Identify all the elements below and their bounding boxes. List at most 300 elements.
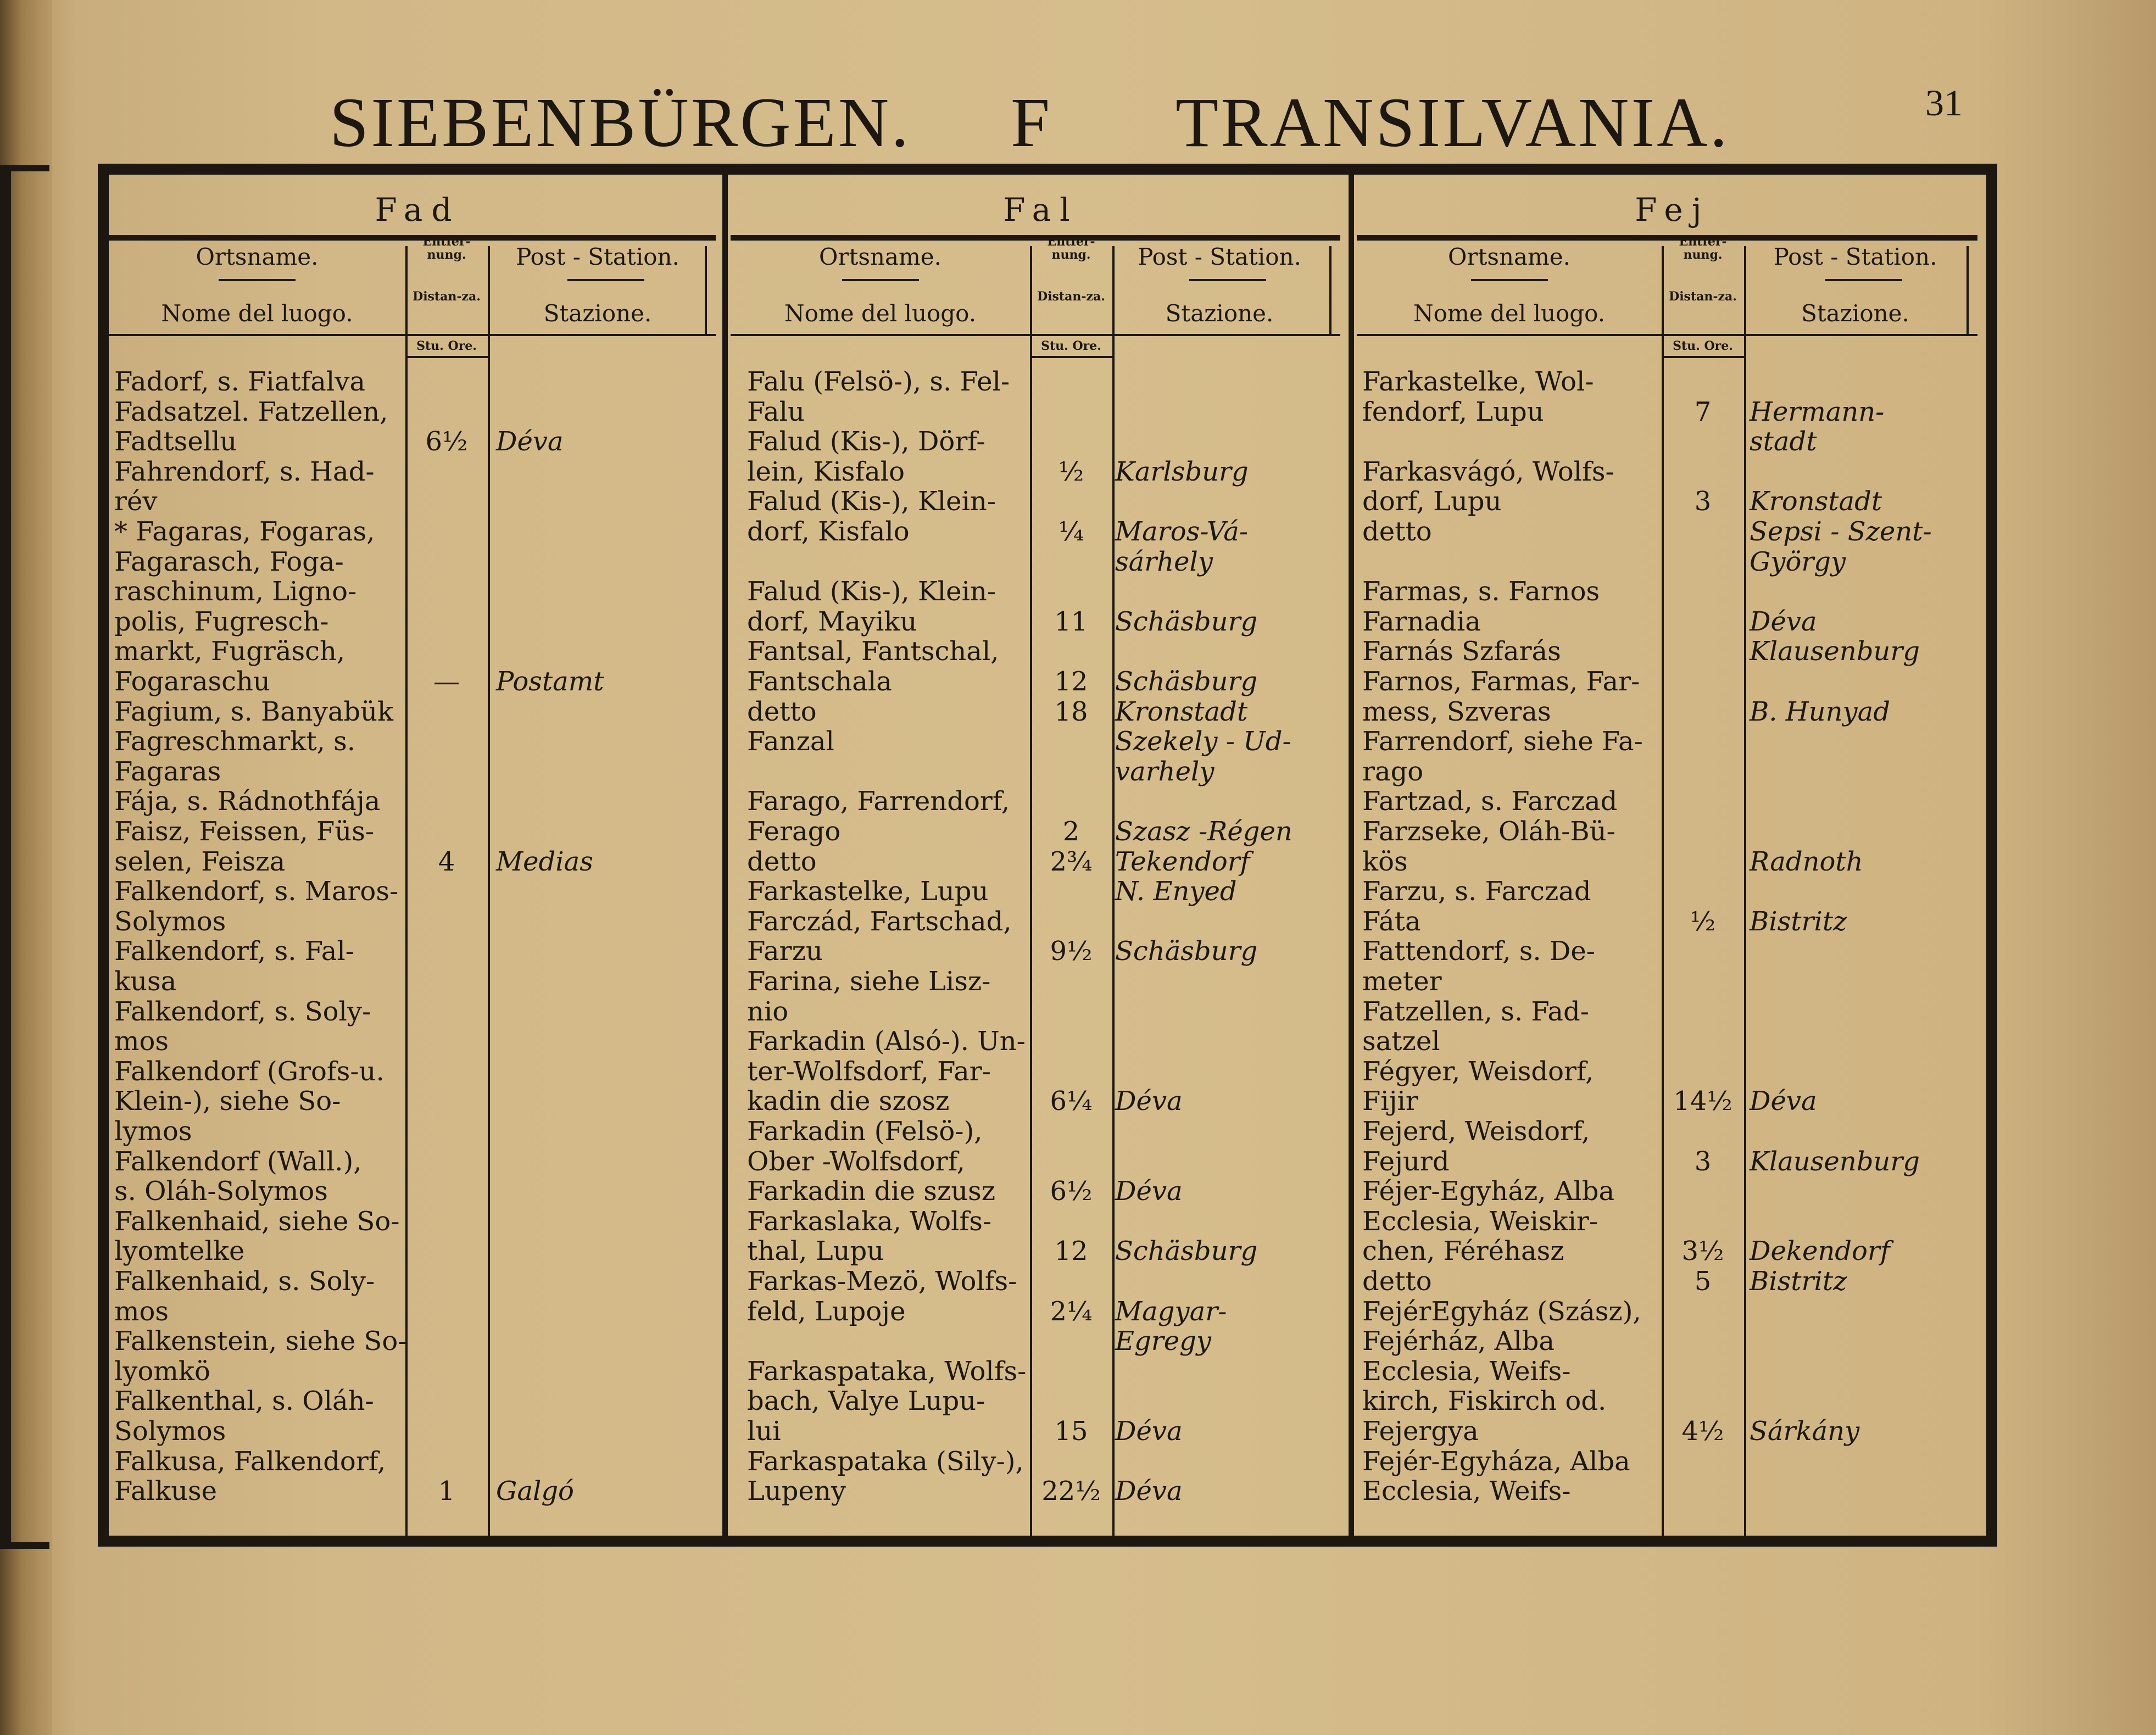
post-station: Kronstadt [1115, 696, 1248, 727]
units-rule [1030, 356, 1112, 358]
units-rule [1662, 356, 1744, 358]
table-row [109, 907, 727, 936]
distance-value: 12 [1054, 666, 1088, 697]
table-row [109, 967, 727, 996]
table-row [109, 757, 727, 786]
distance-value: 3½ [1681, 1236, 1724, 1267]
table-row [731, 1267, 1351, 1296]
header-stazione: Stazione. [543, 300, 652, 327]
table-row [1357, 577, 1988, 606]
header-dash [567, 279, 644, 281]
place-name: Fejurd [1362, 1146, 1450, 1177]
table-row [731, 1386, 1351, 1416]
distance-value: ½ [1690, 906, 1716, 937]
header-stazione: Stazione. [1801, 300, 1909, 327]
table-row [1357, 427, 1988, 456]
table-row [109, 847, 727, 877]
post-station: Dekendorf [1750, 1236, 1890, 1267]
table-row [109, 1297, 727, 1326]
post-station: Déva [1115, 1416, 1183, 1447]
place-name: mos [114, 1296, 169, 1327]
place-name: lyomkö [114, 1355, 210, 1387]
post-station: Déva [1115, 1086, 1183, 1117]
place-name: kirch, Fiskirch od. [1362, 1386, 1607, 1417]
table-row [1357, 1267, 1988, 1296]
table-row [1357, 487, 1988, 516]
table-row [731, 697, 1351, 727]
header-entfernung: Entfer-nung. [1679, 235, 1727, 262]
table-row [1357, 607, 1988, 637]
table-row [109, 1447, 727, 1476]
place-name: Fantsal, Fantschal, [747, 636, 999, 667]
place-name: ter-Wolfsdorf, Far- [747, 1056, 991, 1087]
table-row [1357, 1086, 1988, 1116]
distance-value: 14½ [1673, 1086, 1732, 1117]
post-station: Szasz -Régen [1115, 816, 1293, 847]
post-station: stadt [1750, 426, 1817, 458]
place-name: Falkendorf (Wall.), [114, 1146, 362, 1177]
place-name: Fatzellen, s. Fad- [1362, 996, 1589, 1027]
table-row [731, 667, 1351, 696]
table-row [1357, 877, 1988, 906]
header-post-station: Post - Station. [516, 243, 679, 270]
post-station: Déva [1750, 606, 1817, 637]
place-name: FejérEgyház (Szász), [1362, 1296, 1641, 1327]
place-name: Fattendorf, s. De- [1362, 936, 1595, 967]
place-name: Farkadin (Felsö-), [747, 1116, 983, 1147]
place-name: mess, Szveras [1362, 696, 1551, 727]
table-row [1357, 817, 1988, 846]
table-row [1357, 967, 1988, 996]
place-name: meter [1362, 966, 1442, 997]
place-name: Klein-), siehe So- [114, 1086, 341, 1117]
place-name: Farkasvágó, Wolfs- [1362, 456, 1614, 487]
post-station: Bistritz [1750, 1266, 1847, 1297]
header-dash [219, 279, 296, 281]
place-name: Falud (Kis-), Dörf- [747, 426, 985, 458]
table-row [1357, 1057, 1988, 1086]
place-name: Fagarasch, Foga- [114, 546, 344, 577]
distance-value: 2¼ [1050, 1296, 1093, 1327]
place-name: Farzseke, Oláh-Bü- [1362, 816, 1615, 847]
place-name: feld, Lupoje [747, 1296, 906, 1327]
distance-value: 1 [438, 1476, 455, 1507]
place-name: dorf, Kisfalo [747, 516, 910, 547]
table-row [731, 367, 1351, 397]
place-name: Farrendorf, siehe Fa- [1362, 726, 1643, 757]
header-post-station: Post - Station. [1773, 243, 1937, 270]
distance-value: 6½ [425, 426, 468, 458]
place-name: Solymos [114, 906, 226, 937]
post-station: varhely [1115, 756, 1215, 787]
table-row [1357, 637, 1988, 666]
place-name: Falu [747, 396, 805, 427]
distance-value: 7 [1694, 396, 1712, 427]
table-row [731, 517, 1351, 546]
place-name: Fantschala [747, 666, 892, 697]
table-row [1357, 1297, 1988, 1326]
place-name: satzel [1362, 1026, 1440, 1057]
post-station: Déva [1115, 1476, 1183, 1507]
table-row [731, 727, 1351, 756]
table-row [731, 786, 1351, 816]
table-row [1357, 786, 1988, 816]
post-station: Postamt [496, 666, 604, 697]
table-row [109, 397, 727, 427]
place-name: Falud (Kis-), Klein- [747, 486, 996, 517]
place-name: Farkaslaka, Wolfs- [747, 1206, 992, 1237]
place-name: fendorf, Lupu [1362, 396, 1544, 427]
place-name: Farczád, Fartschad, [747, 906, 1012, 937]
distance-value: 11 [1054, 606, 1088, 637]
place-name: Fadsatzel. Fatzellen, [114, 396, 388, 427]
title-italian: TRANSILVANIA. [1176, 83, 1730, 161]
header-units: Stu. Ore. [1041, 339, 1101, 353]
table-row [1357, 907, 1988, 936]
table-row [1357, 1476, 1988, 1506]
table-row [109, 1207, 727, 1236]
place-name: s. Oláh-Solymos [114, 1176, 328, 1207]
post-station: Szekely - Ud- [1115, 726, 1291, 757]
table-row [109, 1027, 727, 1056]
table-row [731, 997, 1351, 1027]
place-name: Falu (Felsö-), s. Fel- [747, 366, 1010, 397]
post-station: B. Hunyad [1750, 696, 1890, 727]
place-name: Farkadin die szusz [747, 1176, 996, 1207]
place-name: Falkendorf (Grofs-u. [114, 1056, 385, 1087]
post-right-divider [705, 246, 707, 334]
place-name: mos [114, 1026, 169, 1057]
place-name: Farmas, s. Farnos [1362, 576, 1600, 607]
table-row [1357, 397, 1988, 427]
post-station: Déva [1750, 1086, 1817, 1117]
place-name: Falkusa, Falkendorf, [114, 1446, 386, 1477]
column-heading: Fad [375, 191, 461, 228]
place-name: Fejerd, Weisdorf, [1362, 1116, 1590, 1147]
distance-value: 5 [1694, 1266, 1712, 1297]
place-name: Ober -Wolfsdorf, [747, 1146, 965, 1177]
table-row [109, 936, 727, 966]
table-row [731, 1236, 1351, 1266]
place-name: lein, Kisfalo [747, 456, 905, 487]
place-name: detto [747, 846, 817, 877]
post-station: Magyar- [1115, 1296, 1227, 1327]
table-row [1357, 1416, 1988, 1446]
post-station: Radnoth [1750, 846, 1863, 877]
table-row [731, 1176, 1351, 1206]
place-name: Farzu, s. Farczad [1362, 876, 1591, 907]
distance-value: ¼ [1058, 516, 1084, 547]
table-row [731, 547, 1351, 577]
table-row [1357, 1236, 1988, 1266]
table-row [109, 457, 727, 487]
table-row [731, 907, 1351, 936]
table-row [109, 637, 727, 666]
post-station: Schäsburg [1115, 936, 1258, 967]
post-station: Galgó [496, 1476, 574, 1507]
post-station: Sárkány [1750, 1416, 1860, 1447]
place-name: thal, Lupu [747, 1236, 884, 1267]
header-nome: Nome del luogo. [161, 300, 353, 327]
distance-value: 6½ [1050, 1176, 1093, 1207]
header-ortsname: Ortsname. [1447, 243, 1571, 270]
place-name: Falkenhaid, s. Soly- [114, 1266, 375, 1297]
table-row [109, 1326, 727, 1356]
title-german: SIEBENBÜRGEN. [330, 83, 911, 161]
place-name: detto [1362, 516, 1432, 547]
place-name: chen, Féréhasz [1362, 1236, 1564, 1267]
table-row [1357, 1447, 1988, 1476]
table-row [1357, 1326, 1988, 1356]
facing-page-rule [0, 165, 11, 1549]
post-station: Déva [1115, 1176, 1183, 1207]
place-name: Farnás Szfarás [1362, 636, 1561, 667]
table-row [731, 967, 1351, 996]
place-name: Fahrendorf, s. Had- [114, 456, 375, 487]
post-station: György [1750, 546, 1846, 577]
table-row [1357, 1386, 1988, 1416]
place-name: Farkastelke, Lupu [747, 876, 989, 907]
place-name: kös [1362, 846, 1408, 877]
table-row [109, 1267, 727, 1296]
table-row [1357, 1147, 1988, 1176]
header-nome: Nome del luogo. [1413, 300, 1606, 327]
table-row [731, 427, 1351, 456]
table-row [1357, 457, 1988, 487]
post-station: Schäsburg [1115, 1236, 1258, 1267]
post-station: Déva [496, 426, 564, 458]
header-dash [1471, 279, 1548, 281]
place-name: Fagaras [114, 756, 221, 787]
facing-page-rule [0, 165, 49, 171]
distance-value: 12 [1054, 1236, 1088, 1267]
place-name: Falkuse [114, 1476, 218, 1507]
header-post-station: Post - Station. [1138, 243, 1301, 270]
post-right-divider [1966, 246, 1969, 334]
table-row [1357, 1117, 1988, 1146]
place-name: bach, Valye Lupu- [747, 1386, 985, 1417]
page-title [330, 82, 1813, 170]
table-row [731, 577, 1351, 606]
table-row [731, 1057, 1351, 1086]
post-station: Medias [496, 846, 593, 877]
table-row [109, 697, 727, 727]
place-name: Fagium, s. Banyabük [114, 696, 394, 727]
place-name: Falkendorf, s. Fal- [114, 936, 354, 967]
distance-value: 22½ [1041, 1476, 1101, 1507]
post-right-divider [1329, 246, 1332, 334]
table-column [109, 175, 727, 1537]
post-station: Karlsburg [1115, 456, 1249, 487]
header-dash [842, 279, 919, 281]
post-station: Sepsi - Szent- [1750, 516, 1932, 547]
table-row [109, 1476, 727, 1506]
table-row [109, 487, 727, 516]
place-name: kadin die szosz [747, 1086, 950, 1117]
place-name: Fijir [1362, 1086, 1418, 1117]
table-row [1357, 936, 1988, 966]
place-name: Farkaspataka, Wolfs- [747, 1355, 1027, 1387]
column-separator [1349, 175, 1354, 1537]
place-name: Fája, s. Rádnothfája [114, 786, 381, 817]
place-name: lymos [114, 1116, 192, 1147]
table-row [1357, 667, 1988, 696]
place-name: Fáta [1362, 906, 1421, 937]
distance-value: ½ [1058, 456, 1084, 487]
post-station: Klausenburg [1750, 636, 1920, 667]
facing-page-rule [0, 1542, 49, 1549]
header-distanza: Distan-za. [1037, 289, 1105, 304]
post-station: Klausenburg [1750, 1146, 1920, 1177]
table-row [109, 1236, 727, 1266]
table-row [731, 1447, 1351, 1476]
table-row [731, 397, 1351, 427]
distance-value: 6¼ [1050, 1086, 1093, 1117]
table-row [1357, 847, 1988, 877]
column-heading: Fej [1635, 191, 1711, 228]
table-row [731, 877, 1351, 906]
place-name: Farina, siehe Lisz- [747, 966, 991, 997]
post-station: Maros-Vá- [1115, 516, 1249, 547]
table-row [109, 877, 727, 906]
place-name: dorf, Mayiku [747, 606, 917, 637]
table-column [1357, 175, 1988, 1537]
place-name: Ferago [747, 816, 841, 847]
header-units: Stu. Ore. [416, 339, 477, 353]
header-distanza: Distan-za. [413, 289, 481, 304]
place-name: Fagreschmarkt, s. [114, 726, 356, 757]
place-name: Farkastelke, Wol- [1362, 366, 1594, 397]
place-name: Ecclesia, Weifs- [1362, 1355, 1571, 1387]
post-station: Bistritz [1750, 906, 1847, 937]
post-station: Schäsburg [1115, 606, 1258, 637]
place-name: detto [747, 696, 817, 727]
place-name: lui [747, 1416, 781, 1447]
column-separator [722, 175, 728, 1537]
table-row [109, 997, 727, 1027]
post-station: Schäsburg [1115, 666, 1258, 697]
header-entfernung: Entfer-nung. [1047, 235, 1095, 262]
distance-value: 4 [438, 846, 455, 877]
place-name: * Fagaras, Fogaras, [114, 516, 375, 547]
header-units: Stu. Ore. [1673, 339, 1733, 353]
header-ortsname: Ortsname. [818, 243, 942, 270]
distance-value: 9½ [1050, 936, 1093, 967]
table-row [1357, 1027, 1988, 1056]
table-row [109, 1357, 727, 1386]
table-row [1357, 1357, 1988, 1386]
table-row [109, 727, 727, 756]
header-entfernung: Entfer-nung. [422, 235, 471, 262]
section-letter: F [1011, 83, 1052, 161]
table-row [1357, 697, 1988, 727]
header-ortsname: Ortsname. [196, 243, 319, 270]
table-row [731, 847, 1351, 877]
place-name: kusa [114, 966, 177, 997]
table-row [109, 1147, 727, 1176]
table-row [731, 936, 1351, 966]
page-number: 31 [1925, 82, 1963, 124]
table-row [1357, 1207, 1988, 1236]
place-name: lyomtelke [114, 1236, 245, 1267]
table-row [731, 457, 1351, 487]
distance-value: 15 [1054, 1416, 1088, 1447]
table-row [731, 1147, 1351, 1176]
place-name: rago [1362, 756, 1424, 787]
table-row [1357, 517, 1988, 546]
table-row [731, 1357, 1351, 1386]
table-row [109, 667, 727, 696]
table-row [1357, 547, 1988, 577]
distance-value: 2 [1062, 816, 1080, 847]
table-row [109, 607, 727, 637]
header-bottom-rule [109, 334, 716, 336]
post-station: Kronstadt [1750, 486, 1882, 517]
place-name: markt, Fugräsch, [114, 636, 346, 667]
place-name: Fadtsellu [114, 426, 237, 458]
place-name: rév [114, 486, 158, 517]
place-name: Fejergya [1362, 1416, 1479, 1447]
distance-value: 4½ [1681, 1416, 1724, 1447]
table-row [731, 1416, 1351, 1446]
table-row [109, 1386, 727, 1416]
table-row [731, 637, 1351, 666]
table-row [109, 427, 727, 456]
post-station: Egregy [1115, 1326, 1211, 1357]
place-name: Falkenhaid, siehe So- [114, 1206, 400, 1237]
header-nome: Nome del luogo. [784, 300, 977, 327]
table-row [731, 487, 1351, 516]
place-name: Lupeny [747, 1476, 846, 1507]
units-rule [405, 356, 488, 358]
table-row [109, 547, 727, 577]
table-row [109, 786, 727, 816]
place-name: Farkaspataka (Sily-), [747, 1446, 1024, 1477]
place-name: Farnos, Farmas, Far- [1362, 666, 1640, 697]
distance-value: — [433, 666, 460, 697]
table-row [731, 607, 1351, 637]
place-name: raschinum, Ligno- [114, 576, 357, 607]
table-row [109, 1176, 727, 1206]
place-name: Fadorf, s. Fiatfalva [114, 366, 365, 397]
place-name: Farkas-Mezö, Wolfs- [747, 1266, 1017, 1297]
table-row [109, 367, 727, 397]
table-row [731, 1117, 1351, 1146]
column-heading: Fal [1003, 191, 1079, 228]
place-name: Solymos [114, 1416, 226, 1447]
table-row [1357, 997, 1988, 1027]
table-row [109, 577, 727, 606]
distance-value: 2¾ [1050, 846, 1093, 877]
table-row [731, 1297, 1351, 1326]
header-dash [1189, 279, 1266, 281]
place-name: Falkenstein, siehe So- [114, 1326, 407, 1357]
place-name: Falkenthal, s. Oláh- [114, 1386, 374, 1417]
table-row [731, 757, 1351, 786]
distance-value: 18 [1054, 696, 1088, 727]
place-name: Ecclesia, Weiskir- [1362, 1206, 1598, 1237]
place-name: Falkendorf, s. Maros- [114, 876, 399, 907]
post-station: sárhely [1115, 546, 1213, 577]
place-name: Falkendorf, s. Soly- [114, 996, 371, 1027]
place-name: Ecclesia, Weifs- [1362, 1476, 1571, 1507]
place-name: Fégyer, Weisdorf, [1362, 1056, 1594, 1087]
post-station: Hermann- [1750, 396, 1885, 427]
place-name: Farzu [747, 936, 823, 967]
header-dash [1825, 279, 1902, 281]
header-distanza: Distan-za. [1669, 289, 1737, 304]
table-row [109, 1057, 727, 1086]
